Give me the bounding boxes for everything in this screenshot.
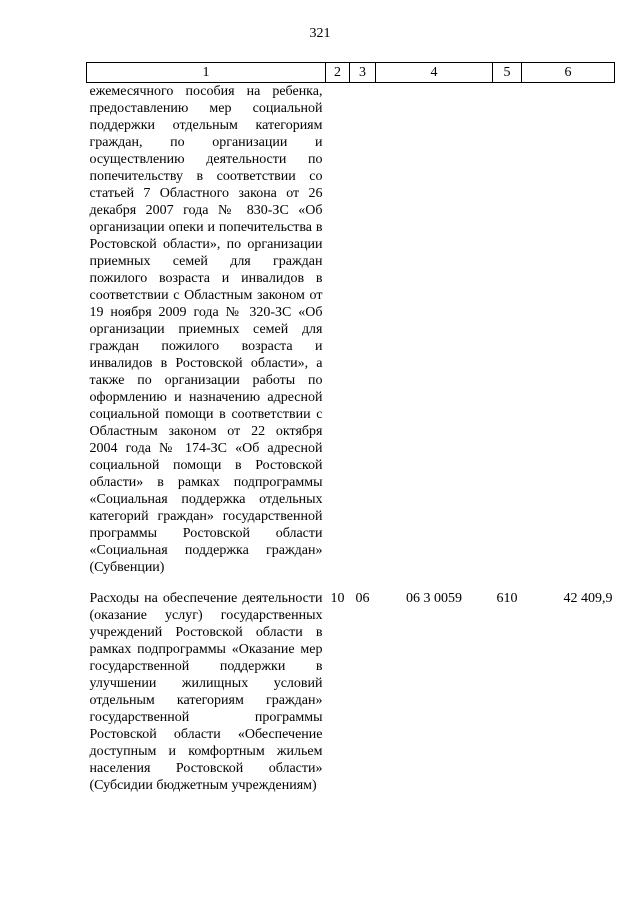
- page-number: 321: [309, 26, 331, 41]
- row-description: Расходы на обеспечение деятельности (оказание услуг) государственных учреждений Ростовской области в рамках подпрограммы «Оказание мер государственной поддержки в улучшении жилищных условий отдельным категориям граждан» государственной программы Ростовской области «Обеспечение доступным и комфортным жильем населения Ростовской области» (Субсидии бюджетным учреждениям): [89, 591, 323, 793]
- table-row: [87, 576, 615, 794]
- table-row: [87, 83, 615, 577]
- row-expense-type: [493, 83, 522, 577]
- row-section: [326, 83, 350, 577]
- row-section: 10: [330, 591, 345, 606]
- row-subsection: [350, 83, 376, 577]
- row-subsection: 06: [355, 591, 370, 606]
- row-amount: 42 409,9: [563, 591, 613, 606]
- budget-table: [86, 62, 615, 794]
- row-amount: [522, 83, 615, 577]
- header-col-4: 4: [376, 63, 493, 83]
- row-description: ежемесячного пособия на ребенка, предоставлению мер социальной поддержки отдельным категориям граждан, по организации и осуществлению деятельности по попечительству в соответствии со статьей 7 Областного закона от 26 декабря 2007 года № 830-ЗС «Об организации опеки и попечительства в Ростовской области», по организации приемных семей для граждан пожилого возраста и инвалидов в соответствии с Областным законом от 19 ноября 2009 года № 320-ЗС «Об организации приемных семей для граждан пожилого возраста и инвалидов в Ростовской области», а также по организации работы по оформлению и назначению адресной социальной помощи в соответствии с Областным законом от 22 октября 2004 года № 174-ЗС «Об адресной социальной помощи в Ростовской области» в рамках подпрограммы «Социальная поддержка отдельных категорий граждан» государственной программы Ростовской области «Социальная поддержка граждан» (Субвенции): [89, 84, 323, 575]
- header-col-1: 1: [87, 63, 326, 83]
- header-col-5: 5: [493, 63, 522, 83]
- header-col-6: 6: [522, 63, 615, 83]
- row-target-article: 06 3 0059: [406, 591, 462, 606]
- header-row: [87, 63, 615, 83]
- row-expense-type: 610: [496, 591, 518, 606]
- header-col-3: 3: [350, 63, 376, 83]
- header-col-2: 2: [326, 63, 350, 83]
- row-target-article: [376, 83, 493, 577]
